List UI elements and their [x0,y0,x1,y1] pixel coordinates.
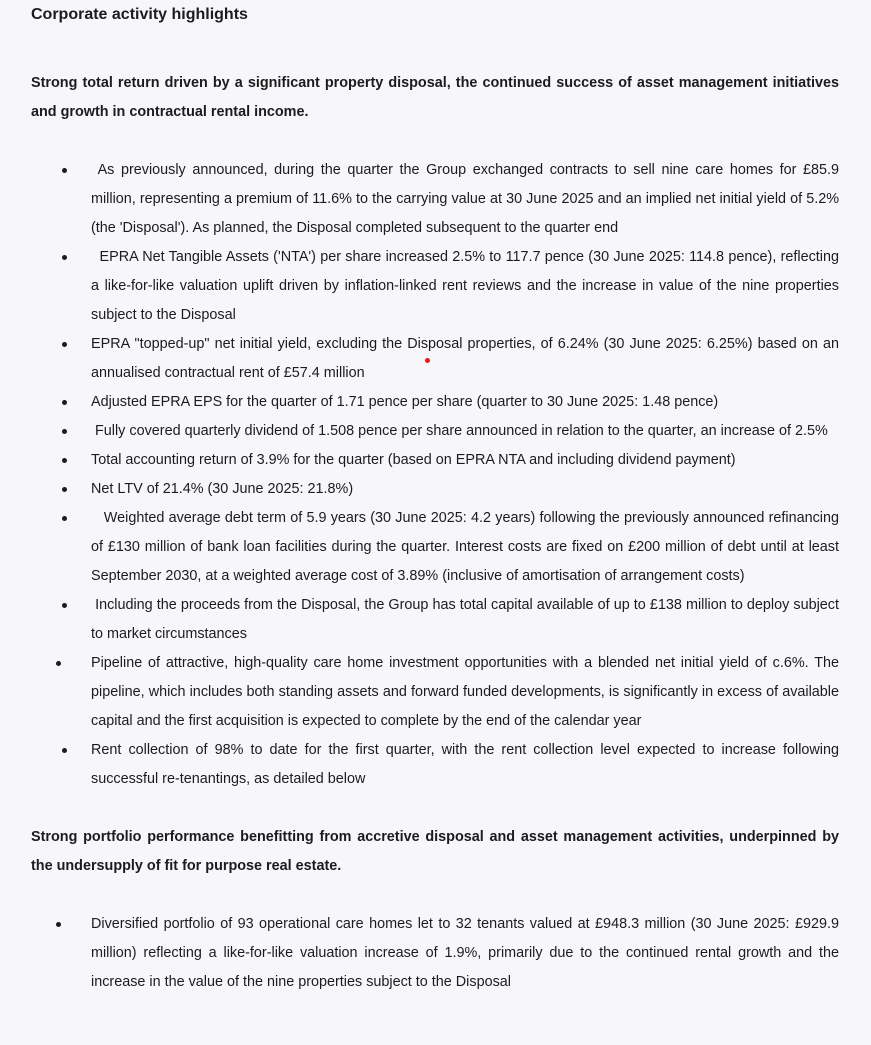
list-item [31,417,839,446]
bullet-icon [62,487,67,492]
list-item-text: As previously announced, during the quarter the Group exchanged contracts to sell nine care homes for £85.9 million, representing a premium of 11.6% to the carrying value at 30 June 2025 and an implied net initial yield of 5.2% (the 'Disposal'). As planned, the Disposal completed subsequent to the quarter end [91,162,839,236]
list-item [31,388,839,417]
bullet-icon [62,516,67,521]
bullet-icon [56,661,61,666]
list-item [31,591,839,649]
list-item-text: Net LTV of 21.4% (30 June 2025: 21.8%) [91,481,354,497]
list-item [31,243,839,330]
list-item [31,330,839,388]
list-item-text: Fully covered quarterly dividend of 1.508 pence per share announced in relation to the quarter, an increase of 2.5% [91,423,828,439]
list-item-text: EPRA Net Tangible Assets ('NTA') per share increased 2.5% to 117.7 pence (30 June 2025: 114.8 pence), reflecting a like-for-like valuation uplift driven by inflation-linked rent reviews and the increase in value of the nine properties subject to the Disposal [91,249,839,323]
list-item [31,446,839,475]
highlights-list [31,156,839,794]
bullet-icon [62,748,67,753]
list-item-text: Adjusted EPRA EPS for the quarter of 1.71 pence per share (quarter to 30 June 2025: 1.48 pence) [91,394,719,410]
list-item-text: EPRA "topped-up" net initial yield, excluding the Disposal properties, of 6.24% (30 June 2025: 6.25%) based on an annualised contractual rent of £57.4 million [91,336,839,381]
list-item [31,736,839,794]
bullet-icon [62,400,67,405]
list-item-text: Including the proceeds from the Disposal, the Group has total capital available of up to £138 million to deploy subject to market circumstances [91,597,839,642]
document [31,4,839,1026]
bullet-icon [62,458,67,463]
bullet-icon [62,342,67,347]
list-item-text: Diversified portfolio of 93 operational care homes let to 32 tenants valued at £948.3 million (30 June 2025: £929.9 million) reflecting a like-for-like valuation increase of 1.9%, primarily due to the continued rental growth and the increase in the value of the nine properties subject to the Disposal [91,916,839,990]
bullet-icon [56,922,61,927]
list-item [31,156,839,243]
page-title: Corporate activity highlights [31,6,248,23]
bullet-icon [62,429,67,434]
bullet-icon [62,603,67,608]
bullet-icon [62,168,67,173]
list-item [31,475,839,504]
section-heading-total-return: Strong total return driven by a significant property disposal, the continued success of asset management initiatives and growth in contractual rental income. [31,75,839,120]
list-item [31,649,839,736]
list-item-text: Weighted average debt term of 5.9 years (30 June 2025: 4.2 years) following the previously announced refinancing of £130 million of bank loan facilities during the quarter. Interest costs are fixed on £200 million of debt until at least September 2030, at a weighted average cost of 3.89% (inclusive of amortisation of arrangement costs) [91,510,839,584]
list-item [31,910,839,997]
list-item-text: Pipeline of attractive, high-quality care home investment opportunities with a blended net initial yield of c.6%. The pipeline, which includes both standing assets and forward funded developments, is significantly in excess of available capital and the first acquisition is expected to complete by the end of the calendar year [91,655,839,729]
section-heading-portfolio: Strong portfolio performance benefitting from accretive disposal and asset management activities, underpinned by the undersupply of fit for purpose real estate. [31,829,839,874]
red-dot-marker [425,358,430,363]
list-item-text: Total accounting return of 3.9% for the quarter (based on EPRA NTA and including dividend payment) [91,452,736,468]
bullet-icon [62,255,67,260]
list-item [31,504,839,591]
portfolio-list [31,910,839,997]
list-item-text: Rent collection of 98% to date for the first quarter, with the rent collection level expected to increase following successful re-tenantings, as detailed below [91,742,839,787]
